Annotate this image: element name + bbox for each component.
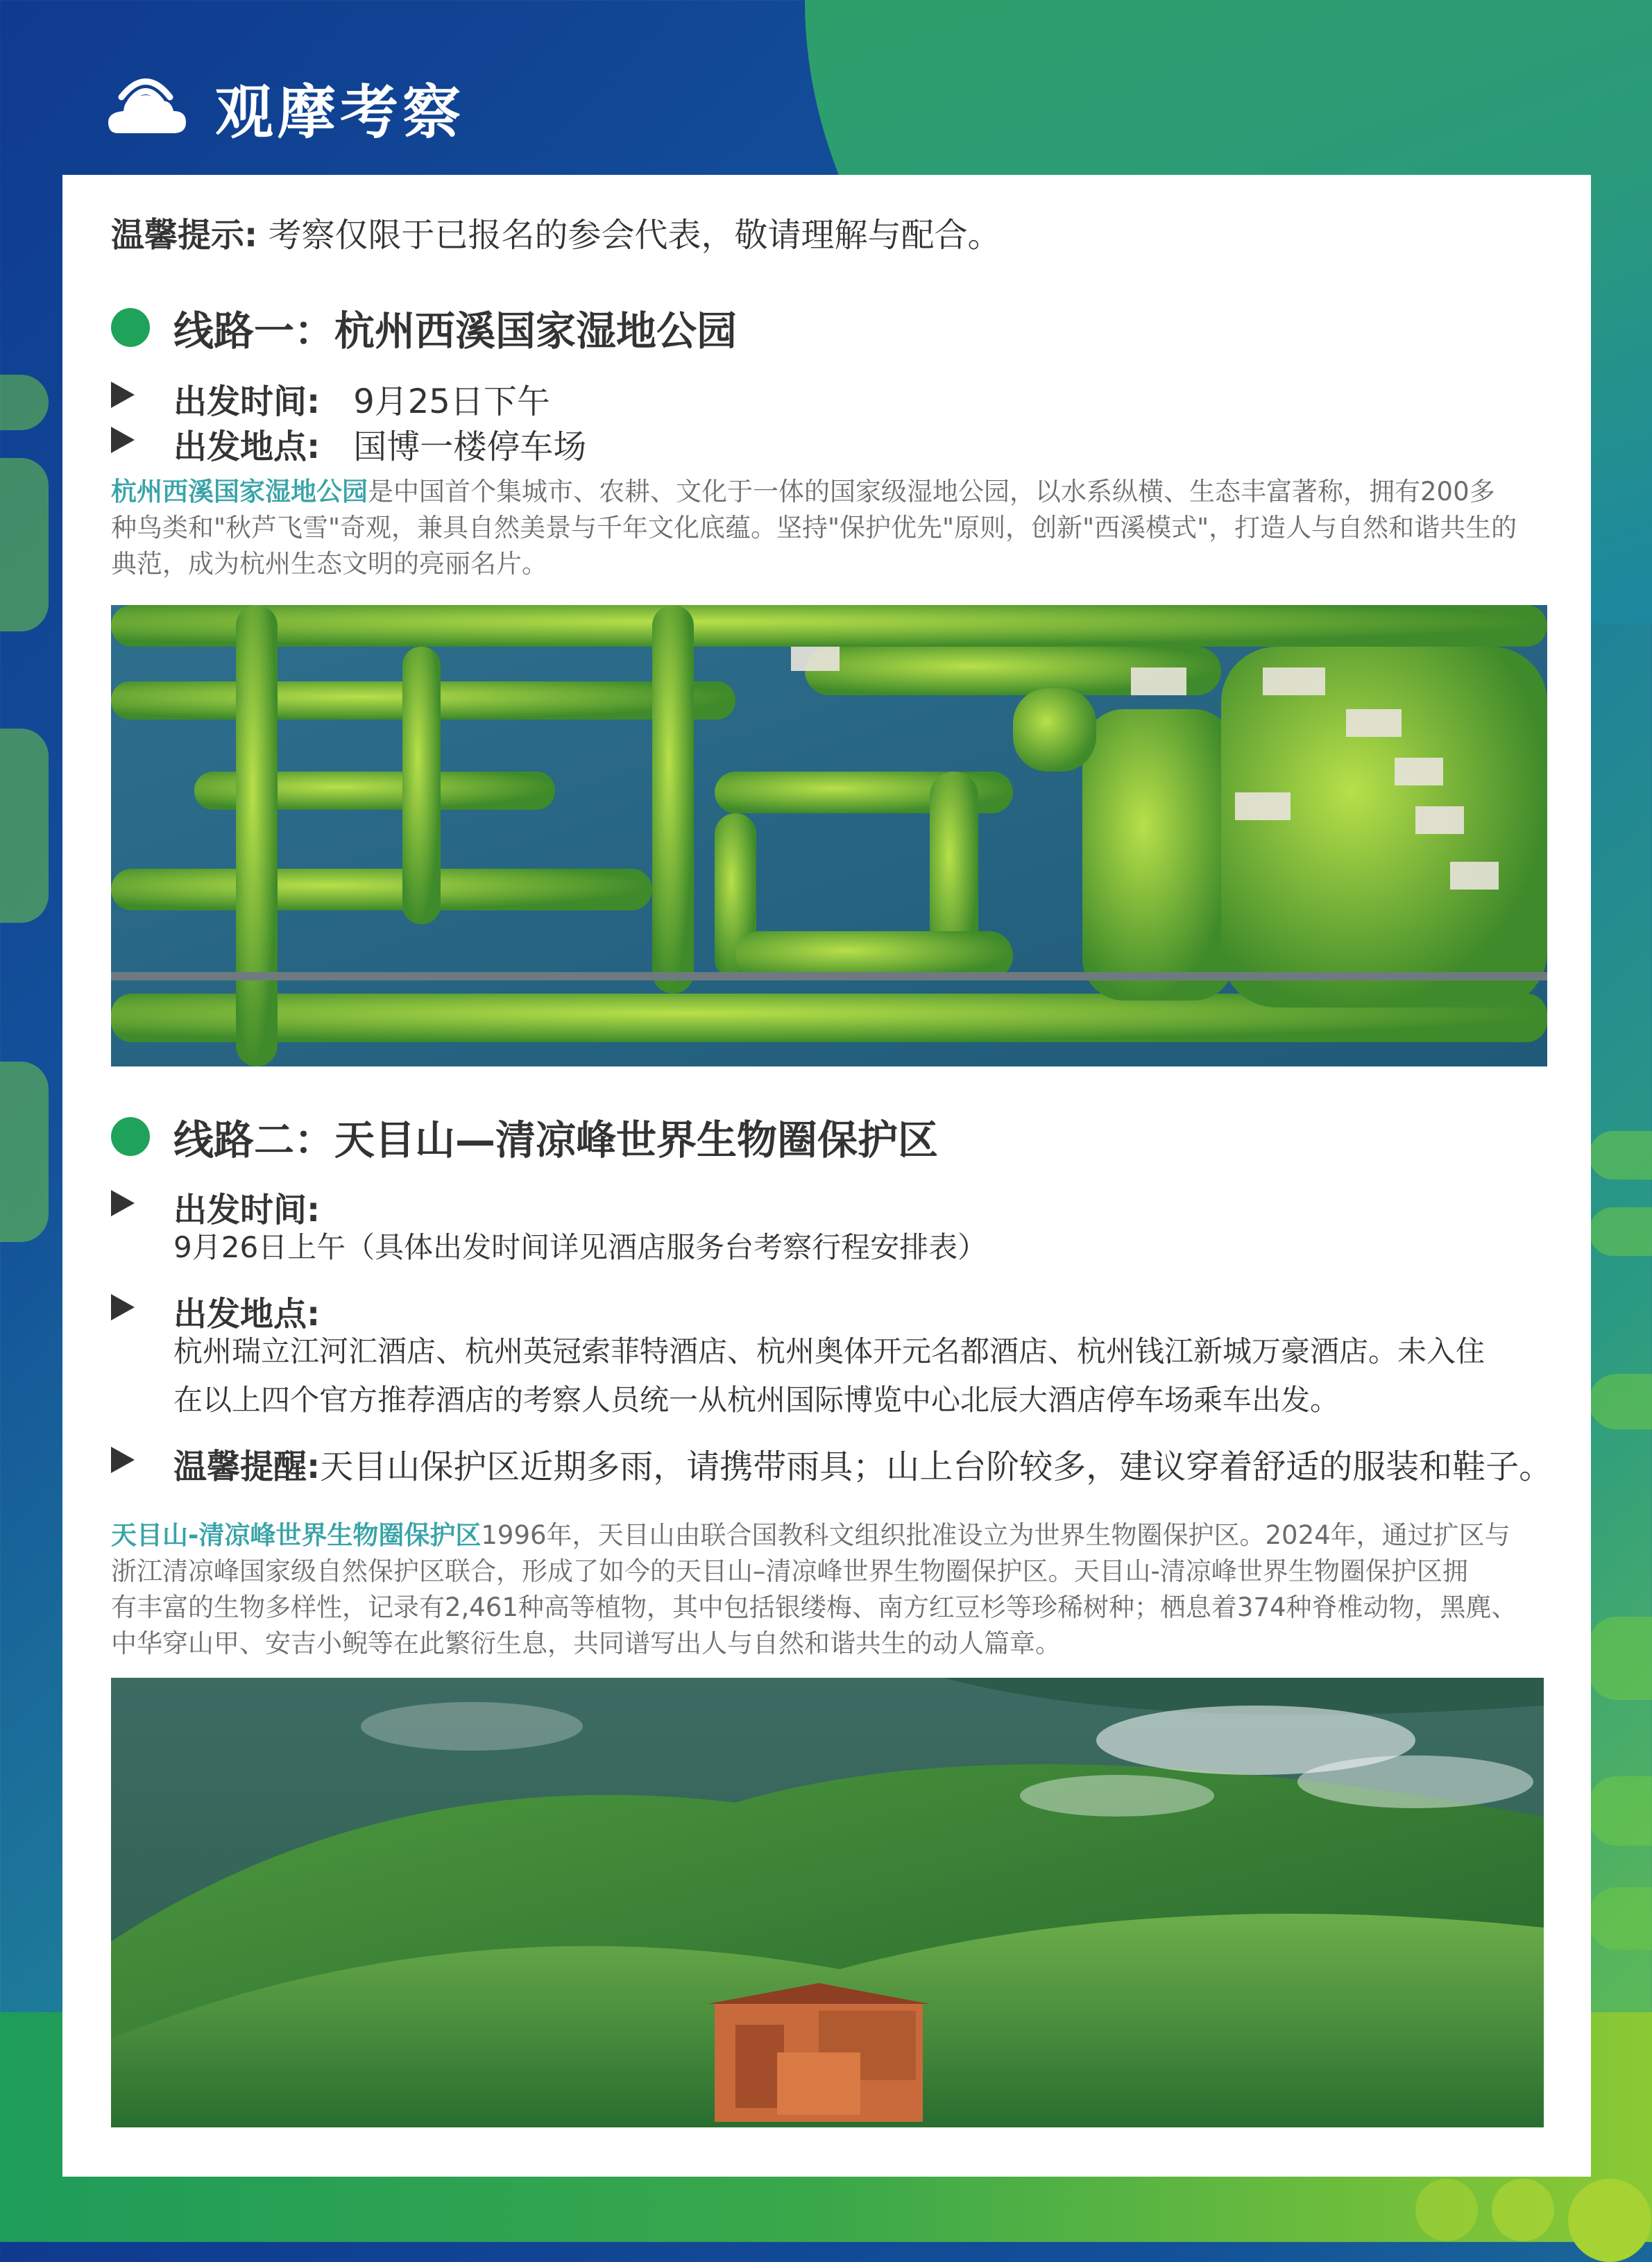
decor-circle: [1568, 2179, 1651, 2262]
decor-stripe: [1589, 1776, 1652, 1846]
route1-desc-highlight: 杭州西溪国家湿地公园: [111, 477, 368, 507]
route2-place-label: 出发地点:: [173, 1295, 321, 1334]
route1-heading: [111, 298, 737, 357]
route2-desc-line: 1996年，天目山由联合国教科文组织批准设立为世界生物圈保护区。2024年，通过扩区与: [481, 1520, 1510, 1550]
route1-desc-line: 典范，成为杭州生态文明的亮丽名片。: [111, 549, 547, 579]
triangle-bullet-icon: [111, 1294, 135, 1320]
route1-place-row: [111, 420, 586, 468]
mountain-photo: [111, 1678, 1544, 2127]
notice: [111, 208, 1000, 256]
route2-heading: [111, 1107, 938, 1166]
route2-description: [111, 1517, 1547, 1662]
notice-text: 考察仅限于已报名的参会代表，敬请理解与配合。: [257, 216, 1001, 255]
decor-stripe: [0, 729, 49, 923]
decor-stripe: [1589, 1131, 1652, 1180]
bullet-dot-icon: [111, 308, 150, 347]
route2-place-value: [173, 1327, 1485, 1425]
route2-reminder-label: 温馨提醒:: [173, 1447, 321, 1486]
route2-reminder-row: [111, 1440, 1552, 1488]
route2-title: 线路二：天目山—清凉峰世界生物圈保护区: [173, 1116, 939, 1164]
route2-desc-highlight: 天目山-清凉峰世界生物圈保护区: [111, 1520, 482, 1550]
route2-time-label: 出发时间:: [173, 1191, 321, 1230]
route1-time-value: 9月25日下午: [353, 382, 550, 421]
decor-stripe: [0, 375, 49, 430]
route2-desc-line: 中华穿山甲、安吉小鲵等在此繁衍生息，共同谱写出人与自然和谐共生的动人篇章。: [111, 1629, 1061, 1658]
decor-stripe: [0, 458, 49, 631]
page-title: 观摩考察: [215, 78, 466, 146]
decor-circle: [1415, 2179, 1478, 2241]
decor-stripe: [0, 1062, 49, 1242]
route1-title: 线路一：杭州西溪国家湿地公园: [173, 307, 738, 355]
route2-time-value: 9月26日上午（具体出发时间详见酒店服务台考察行程安排表）: [173, 1230, 987, 1264]
route2-desc-line: 有丰富的生物多样性，记录有2,461种高等植物，其中包括银缕梅、南方红豆杉等珍稀树种；栖息着374种脊椎动物，黑麂、: [111, 1592, 1517, 1622]
route1-place-label: 出发地点:: [173, 427, 321, 466]
decor-circle: [1492, 2179, 1554, 2241]
route2-desc-line: 浙江清凉峰国家级自然保护区联合，形成了如今的天目山–清凉峰世界生物圈保护区。天目山-清凉峰世界生物圈保护区拥: [111, 1556, 1468, 1586]
decor-stripe: [1589, 1887, 1652, 1950]
triangle-bullet-icon: [111, 382, 135, 408]
decor-stripe: [1589, 1207, 1652, 1256]
decor-stripe: [1589, 1374, 1652, 1429]
route2-place-line: 在以上四个官方推荐酒店的考察人员统一从杭州国际博览中心北辰大酒店停车场乘车出发。: [173, 1383, 1340, 1417]
route2-reminder-value: 天目山保护区近期多雨，请携带雨具；山上台阶较多，建议穿着舒适的服装和鞋子。: [320, 1447, 1553, 1486]
route1-place-value: 国博一楼停车场: [353, 427, 587, 466]
route1-desc-line: 种鸟类和"秋芦飞雪"奇观，兼具自然美景与千年文化底蕴。坚持"保护优先"原则，创新"西溪模式"，打造人与自然和谐共生的: [111, 513, 1517, 543]
decor-stripe: [1589, 1617, 1652, 1700]
signal-cloud-icon: [104, 56, 187, 139]
triangle-bullet-icon: [111, 1190, 135, 1216]
route1-time-row: [111, 375, 550, 423]
triangle-bullet-icon: [111, 427, 135, 453]
route2-place-line: 杭州瑞立江河汇酒店、杭州英冠索菲特酒店、杭州奥体开元名都酒店、杭州钱江新城万豪酒店。未入住: [173, 1334, 1485, 1368]
bullet-dot-icon: [111, 1117, 150, 1156]
route1-time-label: 出发时间:: [173, 382, 321, 421]
triangle-bullet-icon: [111, 1447, 135, 1473]
wetland-photo: [111, 605, 1547, 1066]
notice-label: 温馨提示:: [111, 216, 258, 255]
route1-description: [111, 474, 1547, 582]
route1-desc-line: 是中国首个集城市、农耕、文化于一体的国家级湿地公园，以水系纵横、生态丰富著称，拥有200多: [368, 477, 1495, 507]
